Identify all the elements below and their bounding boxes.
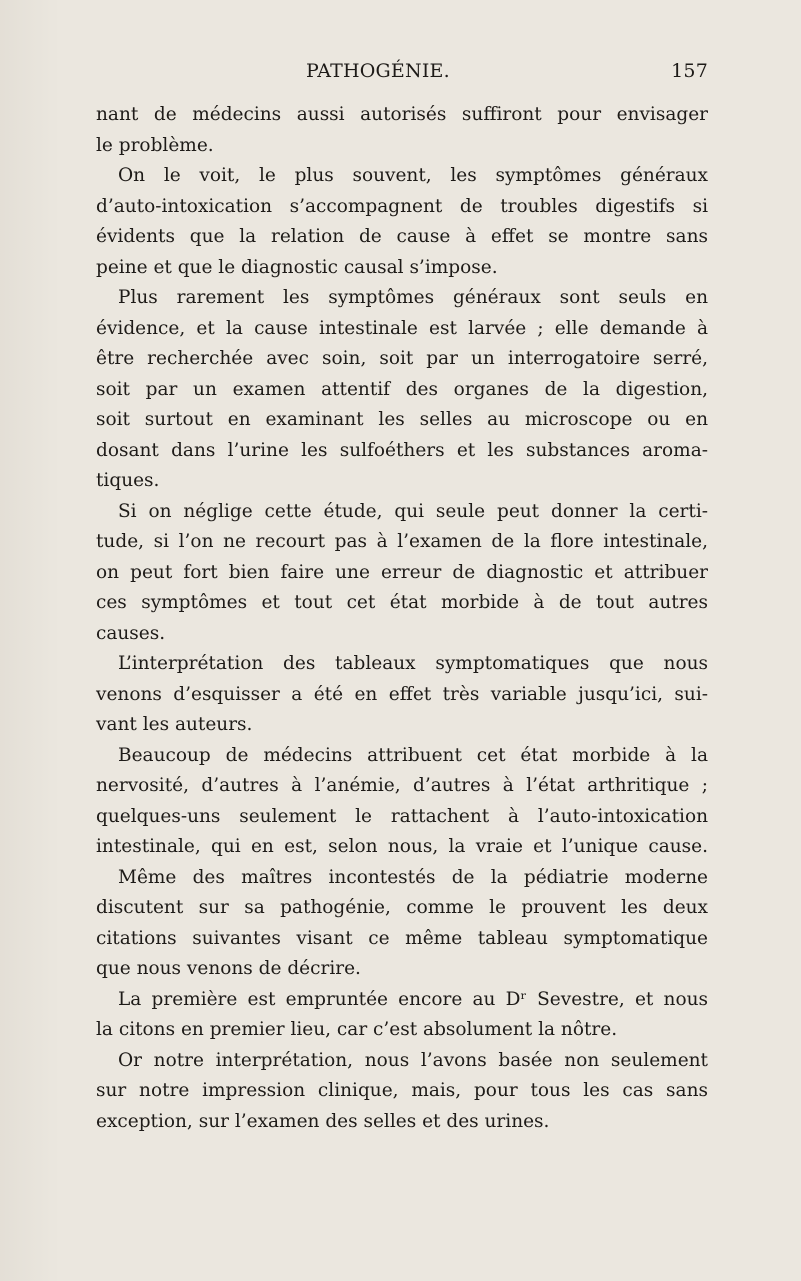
text-line: peine et que le diagnostic causal s’impose.: [96, 256, 498, 278]
running-title: PATHOGÉNIE.: [306, 60, 450, 82]
text-line: nant de médecins aussi autorisés suffiront pour envisager: [96, 104, 708, 125]
text-line: vant les auteurs.: [96, 714, 253, 735]
text-line: Même des maîtres incontestés de la pédiatrie moderne: [118, 866, 708, 888]
text-line: le problème.: [96, 134, 214, 156]
page-number: 157: [671, 60, 708, 82]
body-text: [96, 100, 708, 1137]
text-line: tude, si l’on ne recourt pas à l’examen de la flore intestinale,: [96, 531, 708, 552]
text-line: on peut fort bien faire une erreur de diagnostic et attribuer: [96, 561, 708, 583]
text-line: exception, sur l’examen des selles et des urines.: [96, 1110, 550, 1132]
text-line: évidents que la relation de cause à effet se montre sans: [96, 226, 708, 247]
text-line: quelques-uns seulement le rattachent à l’auto-intoxication: [96, 805, 708, 827]
page-header: [96, 60, 708, 88]
text-line: la citons en premier lieu, car c’est absolument la nôtre.: [96, 1019, 618, 1040]
text-line: L’interprétation des tableaux symptomatiques que nous: [118, 653, 708, 674]
text-line: citations suivantes visant ce même tableau symptomatique: [96, 927, 708, 949]
text-line: sur notre impression clinique, mais, pour tous les cas sans: [96, 1080, 708, 1101]
text-line: ces symptômes et tout cet état morbide à de tout autres: [96, 592, 708, 613]
text-line: être recherchée avec soin, soit par un interrogatoire serré,: [96, 348, 708, 369]
text-line: Si on néglige cette étude, qui seule peut donner la certi-: [118, 500, 708, 522]
text-line: causes.: [96, 622, 166, 644]
text-line: Or notre interprétation, nous l’avons basée non seulement: [118, 1049, 708, 1071]
text-line: venons d’esquisser a été en effet très variable jusqu’ici, sui-: [96, 683, 708, 705]
text-line: évidence, et la cause intestinale est larvée ; elle demande à: [96, 317, 708, 339]
text-line: d’auto-intoxication s’accompagnent de troubles digestifs si: [96, 195, 708, 217]
text-line: discutent sur sa pathogénie, comme le prouvent les deux: [96, 897, 708, 918]
text-line: On le voit, le plus souvent, les symptômes généraux: [118, 165, 708, 186]
text-line: tiques.: [96, 470, 160, 491]
text-line: Beaucoup de médecins attribuent cet état morbide à la: [118, 744, 708, 766]
text-line: que nous venons de décrire.: [96, 958, 361, 979]
text-line: La première est empruntée encore au Dʳ Sevestre, et nous: [118, 988, 708, 1010]
text-line: nervosité, d’autres à l’anémie, d’autres à l’état arthritique ;: [96, 775, 708, 796]
text-line: intestinale, qui en est, selon nous, la vraie et l’unique cause.: [96, 836, 708, 857]
text-line: dosant dans l’urine les sulfoéthers et les substances aroma-: [96, 439, 708, 461]
text-line: soit par un examen attentif des organes de la digestion,: [96, 378, 708, 400]
text-line: soit surtout en examinant les selles au microscope ou en: [96, 409, 708, 430]
text-line: Plus rarement les symptômes généraux sont seuls en: [118, 287, 708, 308]
